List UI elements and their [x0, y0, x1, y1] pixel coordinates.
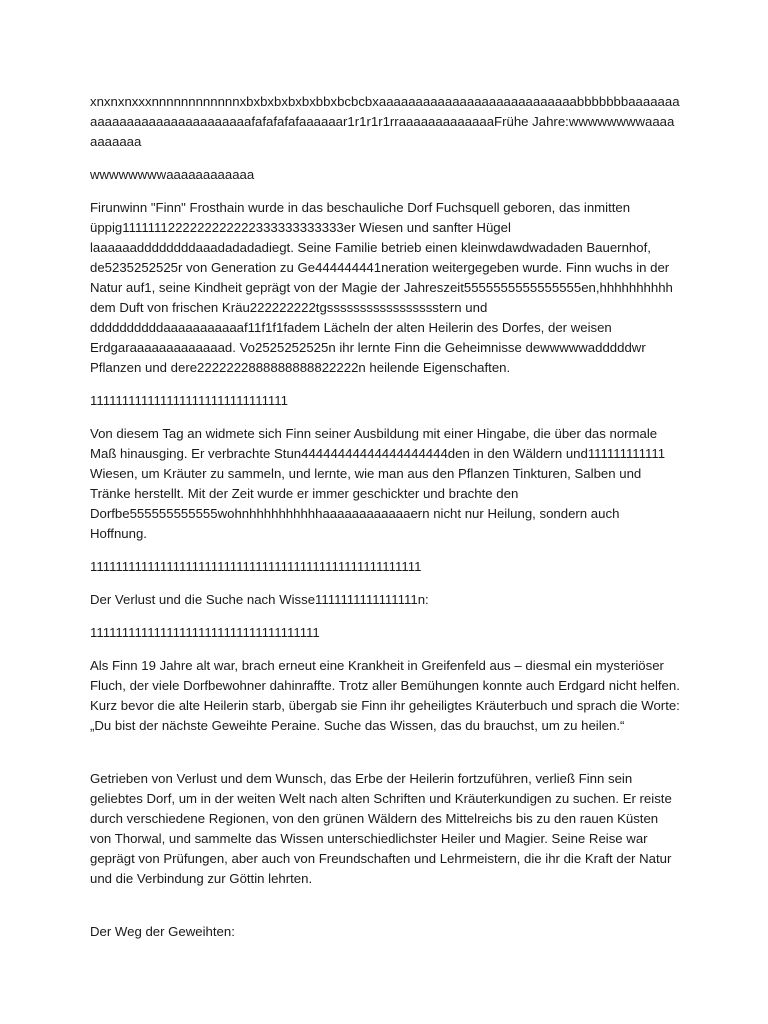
paragraph-9: Als Finn 19 Jahre alt war, brach erneut eine Krankheit in Greifenfeld aus – diesmal ein mysteriöser Fluch, der viele Dorfbewohner dahinraffte. Trotz aller Bemühungen konnte auch Erdgard nicht helfen. Kurz bevor die alte Heilerin starb, übergab sie Finn ihr geheiligtes Kräuterbuch und sprach die Worte: „Du bist der nächste Geweihte Peraine. Suche das Wissen, das du brauchst, um zu heilen.“ — [90, 658, 680, 733]
section-heading-verlust: Der Verlust und die Suche nach Wisse1111111111111111n: — [90, 592, 429, 607]
blank-line — [90, 749, 680, 769]
section-heading-weg: Der Weg der Geweihten: — [90, 924, 235, 939]
paragraph-8: 111111111111111111111111111111111111 — [90, 625, 320, 640]
paragraph-2: wwwwwwwwaaaaaaaaaaaa — [90, 167, 255, 182]
paragraph-1: xnxnxnxxxnnnnnnnnnnnnxbxbxbxbxbxbbxbcbcbxaaaaaaaaaaaaaaaaaaaaaaaaaaabbbbbbbaaaaaaaaaaaaaaaaaaaaaaaaaaaaafafafafafaaaaaar1r1r1r1rraaaaaaaaaaaaaFrühe Jahre:wwwwwwwwaaaaaaaaaaa — [90, 94, 680, 149]
paragraph-10: Getrieben von Verlust und dem Wunsch, das Erbe der Heilerin fortzuführen, verließ Finn sein geliebtes Dorf, um in der weiten Welt nach alten Schriften und Kräuterkundigen zu suchen. Er reiste durch verschiedene Regionen, von den grünen Wäldern des Mittelreichs bis zu den rauen Küsten von Thorwal, und sammelte das Wissen unterschiedlichster Heiler und Magier. Seine Reise war geprägt von Prüfungen, aber auch von Freundschaften und Lehrmeistern, die ihr die Kraft der Natur und die Verbindung zur Göttin lehrten. — [90, 771, 672, 886]
paragraph-6: 1111111111111111111111111111111111111111111111111111 — [90, 559, 422, 574]
paragraph-4: 1111111111111111111111111111111 — [90, 393, 288, 408]
paragraph-5: Von diesem Tag an widmete sich Finn seiner Ausbildung mit einer Hingabe, die über das normale Maß hinausging. Er verbrachte Stun44444444444444444444den in den Wäldern und111111111111 Wiesen, um Kräuter zu sammeln, und lernte, wie man aus den Pflanzen Tinkturen, Salben und Tränke herstellt. Mit der Zeit wurde er immer geschickter und brachte den Dorfbe555555555555wohnhhhhhhhhhhaaaaaaaaaaaaern nicht nur Heilung, sondern auch Hoffnung. — [90, 426, 666, 541]
blank-line — [90, 902, 680, 922]
paragraph-3: Firunwinn "Finn" Frosthain wurde in das beschauliche Dorf Fuchsquell geboren, das inmitten üppig1111111222222222222333333333333er Wiesen und sanfter Hügel laaaaaaddddddddaaadadadadiegt. Seine Familie betrieb einen kleinwdawdwadaden Bauernhof, de5235252525r von Generation zu Ge444444441neration weitergegeben wurde. Finn wuchs in der Natur auf1, seine Kindheit geprägt von der Magie der Jahreszeit5555555555555555en,hhhhhhhhhh dem Duft von frischen Kräu222222222tgssssssssssssssssstern und ddddddddddaaaaaaaaaaaf11f1f1fadem Lächeln der alten Heilerin des Dorfes, der weisen Erdgaraaaaaaaaaaaaad. Vo2525252525n ihr lernte Finn die Geheimnisse dewwwwwadddddwr Pflanzen und dere2222222888888888822222n heilende Eigenschaften. — [90, 200, 673, 375]
document-body — [90, 92, 680, 955]
